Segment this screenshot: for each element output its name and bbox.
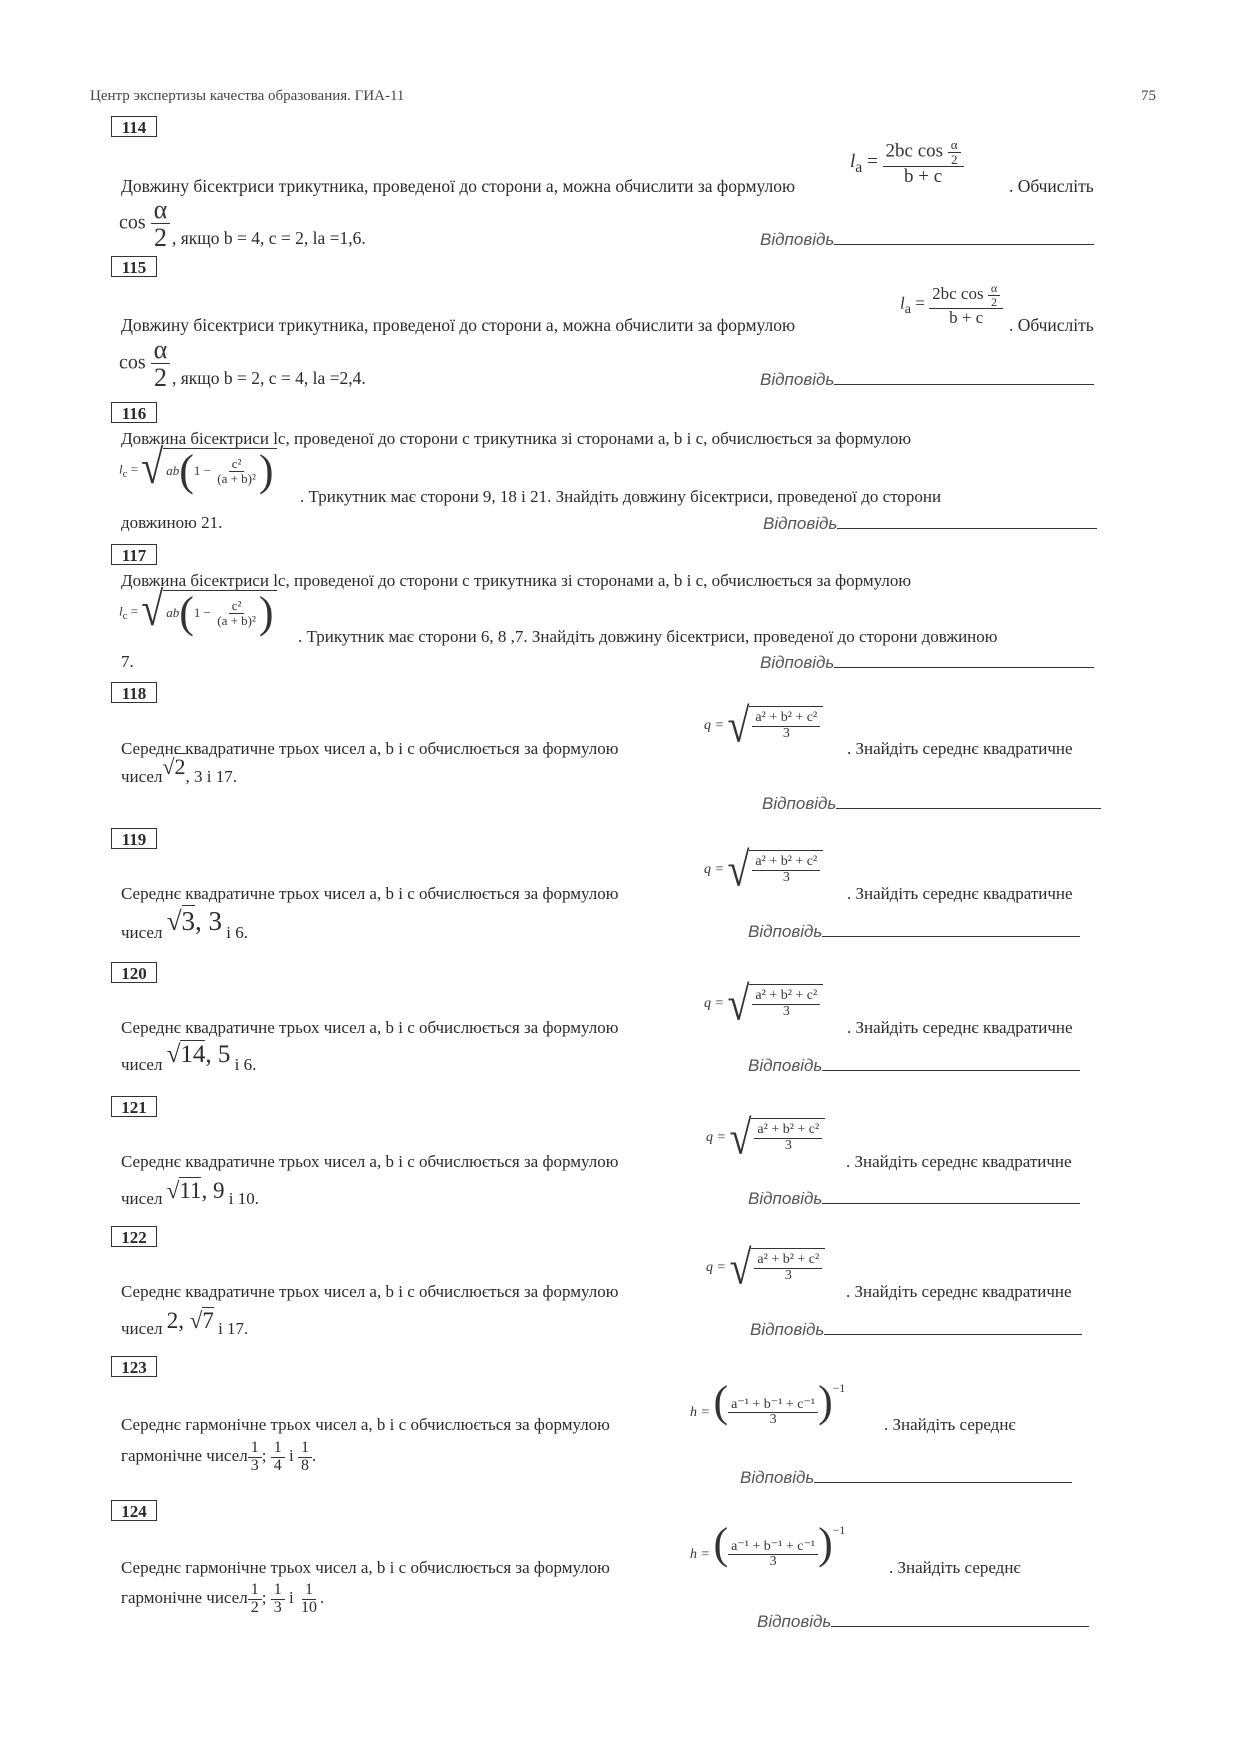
- cos-half-alpha: cos $\frac{\alpha}{2}$: [119, 336, 170, 392]
- problem-number: 119: [111, 828, 157, 849]
- problem-number: 114: [111, 116, 157, 137]
- answer-field[interactable]: Відповідь: [760, 368, 1094, 390]
- problem-condition: чисел 2, √7 і 17.: [121, 1308, 249, 1338]
- problem-text-line: Довжина бісектриси lc, проведеної до сторони c трикутника зі сторонами a, b і c, обчислюється за формулою: [121, 429, 912, 448]
- quadratic-mean-formula: q = √ $\frac{\text{a² + b² + c²}}{3}$: [706, 1248, 825, 1288]
- problem-text-tail: . Знайдіть середнє квадратичне: [846, 1282, 1072, 1301]
- problem-number: 115: [111, 256, 157, 277]
- problem-condition: , якщо b = 4, c = 2, la =1,6.: [172, 228, 366, 248]
- problem-text-tail: . Знайдіть середнє квадратичне: [847, 1018, 1073, 1037]
- answer-field[interactable]: Відповідь: [760, 228, 1094, 250]
- quadratic-mean-formula: q = √ $\frac{\text{a² + b² + c²}}{3}$: [704, 706, 823, 746]
- problem-number: 124: [111, 1500, 157, 1521]
- problem-number: 123: [111, 1356, 157, 1377]
- problem-condition: гармонічне чисел $\frac{1}{3}$ ; $\frac{1}{4}$ і $\frac{1}{8}$ .: [121, 1439, 317, 1474]
- quadratic-mean-formula: q = √ $\frac{\text{a² + b² + c²}}{3}$: [706, 1118, 825, 1158]
- bisector-lc-formula: $l_c$ = √ ab ( 1 − $\frac{\text{c²}}{\text{(a + b)²}}$ ): [119, 590, 277, 635]
- problem-text-tail: . Знайдіть середнє квадратичне: [847, 739, 1073, 758]
- problem-condition: чисел √11, 9 і 10.: [121, 1178, 259, 1208]
- problem-condition: чисел√2, 3 і 17.: [121, 754, 237, 786]
- problem-number: 122: [111, 1226, 157, 1247]
- answer-field[interactable]: Відповідь: [760, 651, 1094, 673]
- problem-text-line: Середнє квадратичне трьох чисел a, b і c обчислюється за формулою: [121, 739, 619, 758]
- bisector-formula: $l_a$ = 2bc cos $\frac{\alpha}{2}$ b + c: [850, 138, 964, 187]
- problem-text-tail: . Знайдіть середнє: [884, 1415, 1016, 1434]
- problem-condition: гармонічне чисел $\frac{1}{2}$ ; $\frac{1}{3}$ і $\frac{1}{10}$ .: [121, 1581, 325, 1616]
- answer-field[interactable]: Відповідь: [740, 1466, 1072, 1488]
- page-number: 75: [1141, 88, 1156, 104]
- problem-number: 121: [111, 1096, 157, 1117]
- bisector-lc-formula: $l_c$ = √ ab ( 1 − $\frac{\text{c²}}{\text{(a + b)²}}$ ): [119, 448, 277, 493]
- problem-condition: чисел √3, 3 і 6.: [121, 906, 248, 942]
- problem-text-line: Середнє гармонічне трьох чисел a, b і c обчислюється за формулою: [121, 1415, 610, 1434]
- problem-text-tail: . Знайдіть середнє: [889, 1558, 1021, 1577]
- harmonic-mean-formula: h = ( $\frac{\text{a⁻¹ + b⁻¹ + c⁻¹}}{3}$ )$^{-1}$: [690, 1519, 846, 1570]
- page-header-title: Центр экспертизы качества образования. ГИА-11: [90, 88, 405, 104]
- problem-number: 120: [111, 962, 157, 983]
- answer-field[interactable]: Відповідь: [762, 792, 1101, 814]
- problem-number: 117: [111, 544, 157, 565]
- answer-field[interactable]: Відповідь: [750, 1318, 1082, 1340]
- answer-field[interactable]: Відповідь: [748, 1187, 1080, 1209]
- problem-text-line: Середнє квадратичне трьох чисел a, b і c обчислюється за формулою: [121, 1018, 619, 1037]
- problem-text-line: довжиною 21.: [121, 513, 223, 532]
- cos-half-alpha: cos $\frac{\alpha}{2}$: [119, 196, 170, 252]
- problem-text-line: Середнє квадратичне трьох чисел a, b і c обчислюється за формулою: [121, 884, 619, 903]
- answer-field[interactable]: Відповідь: [763, 512, 1097, 534]
- harmonic-mean-formula: h = ( $\frac{\text{a⁻¹ + b⁻¹ + c⁻¹}}{3}$ )$^{-1}$: [690, 1377, 846, 1428]
- bisector-formula: $l_a$ = 2bc cos $\frac{\alpha}{2}$ b + c: [900, 282, 1003, 327]
- problem-text-line: . Трикутник має сторони 6, 8 ,7. Знайдіть довжину бісектриси, проведеної до сторони довжиною: [298, 627, 998, 646]
- problem-text-tail: . Знайдіть середнє квадратичне: [846, 1152, 1072, 1171]
- problem-text-line: Довжину бісектриси трикутника, проведеної до сторони a, можна обчислити за формулою . Обчисліть: [121, 176, 1094, 196]
- problem-text-line: Середнє квадратичне трьох чисел a, b і c обчислюється за формулою: [121, 1152, 619, 1171]
- problem-text-tail: . Знайдіть середнє квадратичне: [847, 884, 1073, 903]
- answer-field[interactable]: Відповідь: [757, 1610, 1089, 1632]
- problem-text-line: Середнє гармонічне трьох чисел a, b і c обчислюється за формулою: [121, 1558, 610, 1577]
- quadratic-mean-formula: q = √ $\frac{\text{a² + b² + c²}}{3}$: [704, 850, 823, 890]
- answer-field[interactable]: Відповідь: [748, 1054, 1080, 1076]
- problem-text-line: Середнє квадратичне трьох чисел a, b і c обчислюється за формулою: [121, 1282, 619, 1301]
- problem-number: 116: [111, 402, 157, 423]
- problem-text-line: 7.: [121, 652, 134, 671]
- problem-condition: чисел √14, 5 і 6.: [121, 1041, 257, 1074]
- problem-text-line: Довжина бісектриси lc, проведеної до сторони c трикутника зі сторонами a, b і c, обчислюється за формулою: [121, 571, 912, 590]
- problem-condition: , якщо b = 2, c = 4, la =2,4.: [172, 368, 366, 388]
- problem-text-line: Довжину бісектриси трикутника, проведеної до сторони a, можна обчислити за формулою . Обчисліть: [121, 315, 1094, 335]
- quadratic-mean-formula: q = √ $\frac{\text{a² + b² + c²}}{3}$: [704, 984, 823, 1024]
- answer-field[interactable]: Відповідь: [748, 920, 1080, 942]
- problem-number: 118: [111, 682, 157, 703]
- problem-text-line: . Трикутник має сторони 9, 18 і 21. Знайдіть довжину бісектриси, проведеної до сторони: [300, 487, 942, 506]
